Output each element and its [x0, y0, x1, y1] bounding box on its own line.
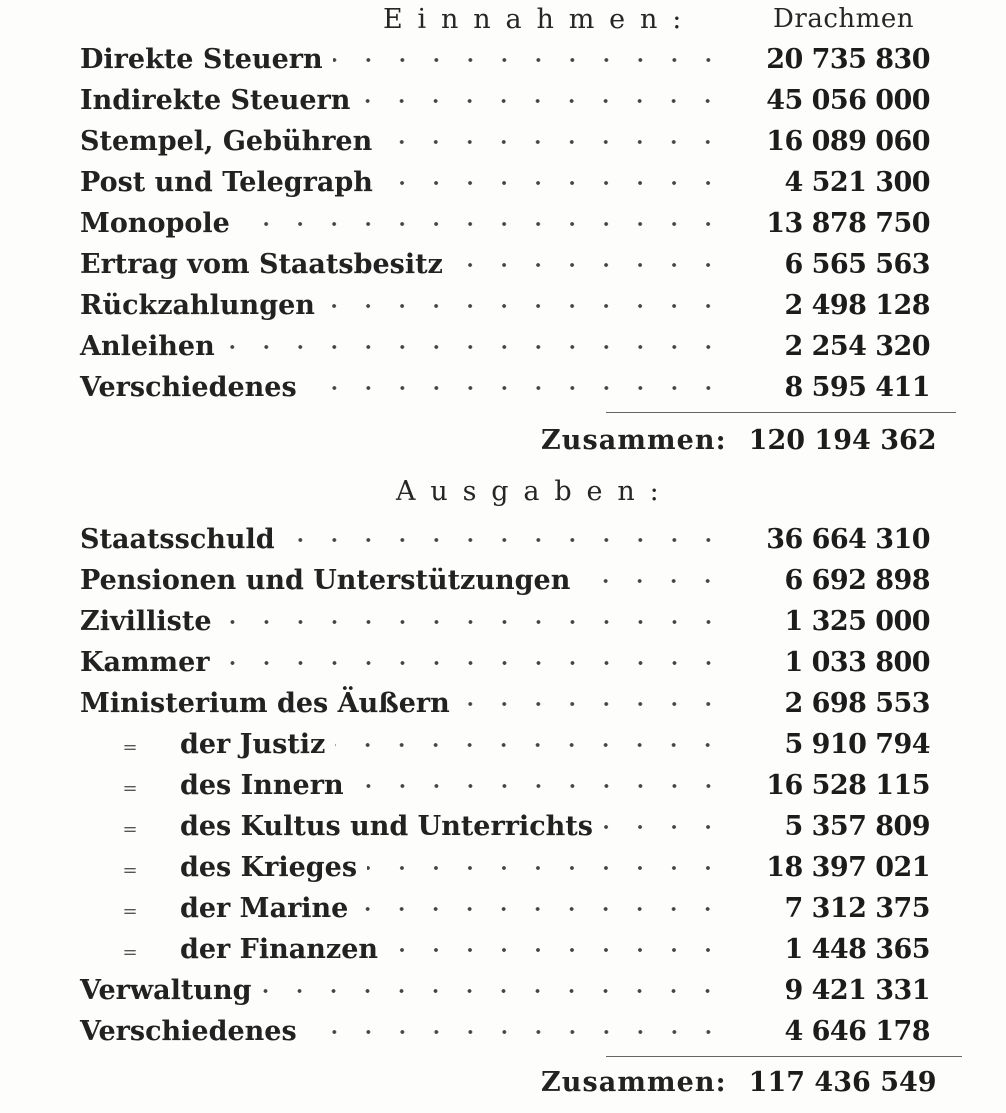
expense-label: Zivilliste: [80, 606, 212, 637]
expense-sublabel: der Marine: [180, 893, 349, 924]
expense-value: 6 692 898: [784, 565, 930, 596]
dot-leader: [354, 782, 725, 790]
income-value: 20 735 830: [766, 44, 930, 75]
dot-leader: [220, 659, 725, 667]
ditto-mark: =: [122, 737, 138, 758]
income-label: Ertrag vom Staatsbesitz: [80, 249, 443, 280]
dot-leader: [367, 864, 725, 872]
income-label: Post und Telegraph: [80, 167, 373, 198]
income-label: Verschiedenes: [80, 372, 297, 403]
expense-sublabel: des Innern: [180, 770, 344, 801]
expense-label: Staatsschuld: [80, 524, 275, 555]
expense-row: [80, 1012, 930, 1052]
income-value: 13 878 750: [766, 208, 930, 239]
dot-leader: [333, 56, 725, 64]
income-total-value: 120 194 362: [748, 425, 937, 456]
income-row: [80, 286, 930, 326]
dot-leader: [382, 138, 725, 146]
income-row: [80, 245, 930, 285]
ditto-mark: =: [122, 942, 138, 963]
income-total: [541, 425, 937, 456]
income-value: 45 056 000: [766, 85, 930, 116]
dot-leader: [307, 1028, 725, 1036]
expenses-sum-rule: [606, 1056, 962, 1057]
income-value: 16 089 060: [766, 126, 930, 157]
income-heading: Einnahmen:: [383, 4, 697, 35]
expense-row: [80, 766, 930, 806]
expense-row: [80, 807, 930, 847]
dot-leader: [383, 179, 725, 187]
expense-row: [80, 848, 930, 888]
expense-value: 18 397 021: [766, 852, 930, 883]
expense-value: 7 312 375: [784, 893, 930, 924]
income-value: 2 498 128: [784, 290, 930, 321]
dot-leader: [360, 97, 725, 105]
expenses-heading: Ausgaben:: [396, 476, 674, 507]
expense-value: 1 325 000: [784, 606, 930, 637]
dot-leader: [261, 987, 725, 995]
income-label: Monopole: [80, 208, 230, 239]
expense-label: Pensionen und Unterstützungen: [80, 565, 571, 596]
income-row: [80, 327, 930, 367]
expenses-total: [541, 1067, 937, 1098]
expense-value: 4 646 178: [784, 1016, 930, 1047]
expense-label: Kammer: [80, 647, 210, 678]
expense-value: 5 357 809: [784, 811, 930, 842]
income-row: [80, 122, 930, 162]
dot-leader: [453, 261, 725, 269]
dot-leader: [603, 823, 725, 831]
expense-value: 1 448 365: [784, 934, 930, 965]
income-label: Indirekte Steuern: [80, 85, 351, 116]
income-value: 2 254 320: [784, 331, 930, 362]
expense-row: [80, 520, 930, 560]
expense-row: [80, 602, 930, 642]
dot-leader: [358, 905, 725, 913]
expense-label: Verwaltung: [80, 975, 252, 1006]
income-row: [80, 368, 930, 408]
income-value: 4 521 300: [784, 167, 930, 198]
expense-row: [80, 971, 930, 1011]
expense-sublabel: des Krieges: [180, 852, 358, 883]
expenses-total-value: 117 436 549: [748, 1067, 937, 1098]
ditto-mark: =: [122, 819, 138, 840]
income-value: 6 565 563: [784, 249, 930, 280]
expense-row: [80, 930, 930, 970]
expense-label: Verschiedenes: [80, 1016, 297, 1047]
income-label: Rückzahlungen: [80, 290, 315, 321]
currency-column-heading: Drachmen: [773, 4, 915, 34]
income-label: Anleihen: [80, 331, 215, 362]
dot-leader: [225, 343, 725, 351]
expense-value: 16 528 115: [766, 770, 930, 801]
dot-leader: [222, 618, 725, 626]
expense-value: 2 698 553: [784, 688, 930, 719]
expense-row: [80, 561, 930, 601]
expense-sublabel: des Kultus und Unterrichts: [180, 811, 593, 842]
ditto-mark: =: [122, 860, 138, 881]
income-sum-rule: [606, 412, 956, 413]
income-row: [80, 163, 930, 203]
ditto-mark: =: [122, 778, 138, 799]
expense-value: 1 033 800: [784, 647, 930, 678]
income-value: 8 595 411: [784, 372, 930, 403]
income-row: [80, 204, 930, 244]
expense-row: [80, 889, 930, 929]
income-total-label: Zusammen:: [541, 425, 727, 456]
expense-value: 5 910 794: [784, 729, 930, 760]
ditto-mark: =: [122, 901, 138, 922]
expense-sublabel: der Finanzen: [180, 934, 379, 965]
expense-value: 9 421 331: [784, 975, 930, 1006]
dot-leader: [240, 220, 725, 228]
dot-leader: [580, 577, 725, 585]
dot-leader: [307, 384, 725, 392]
dot-leader: [388, 946, 725, 954]
expense-sublabel: der Justiz: [180, 729, 326, 760]
expenses-total-label: Zusammen:: [541, 1067, 727, 1098]
income-label: Stempel, Gebühren: [80, 126, 373, 157]
income-row: [80, 81, 930, 121]
income-row: [80, 40, 930, 80]
dot-leader: [335, 741, 725, 749]
expense-row: [80, 643, 930, 683]
income-label: Direkte Steuern: [80, 44, 323, 75]
expense-row: [80, 725, 930, 765]
expense-label: Ministerium des Äußern: [80, 688, 450, 719]
expense-value: 36 664 310: [766, 524, 930, 555]
dot-leader: [325, 302, 725, 310]
expense-row: [80, 684, 930, 724]
dot-leader: [460, 700, 725, 708]
dot-leader: [285, 536, 725, 544]
